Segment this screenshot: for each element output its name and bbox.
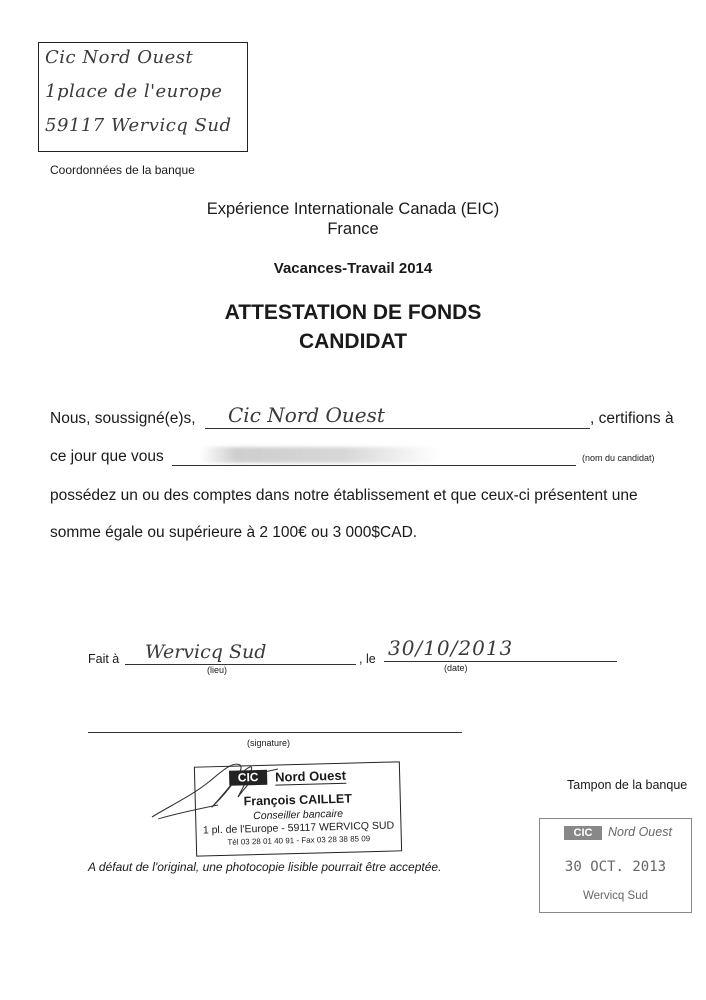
bank-stamp-city: Wervicq Sud xyxy=(583,890,648,902)
bank-stamp-label: Tampon de la banque xyxy=(567,778,688,792)
adviser-phone: Tél 03 28 01 40 91 - Fax 03 28 38 85 09 xyxy=(227,834,371,847)
date-label: , le xyxy=(359,652,376,666)
adviser-address: 1 pl. de l'Europe - 59117 WERVICQ SUD xyxy=(202,819,395,837)
bank-stamp xyxy=(539,818,692,913)
date-blank xyxy=(384,661,617,662)
candidate-name-blank xyxy=(172,465,576,466)
signature-blank xyxy=(88,732,462,733)
adviser-name: François CAILLET xyxy=(243,791,353,809)
bank-coordinates-caption: Coordonnées de la banque xyxy=(50,163,195,177)
bank-address-handwritten: 1place de l'europe xyxy=(45,81,223,102)
place-label: Fait à xyxy=(88,652,120,666)
body-line2-prefix: ce jour que vous xyxy=(50,448,164,465)
organization-name: Expérience Internationale Canada (EIC) xyxy=(206,200,500,218)
bank-stamp-brand: Nord Ouest xyxy=(608,825,672,839)
adviser-role: Conseiller bancaire xyxy=(253,807,344,823)
bank-coordinates-box xyxy=(38,42,248,152)
cic-logo-faded: CIC xyxy=(564,826,602,840)
body-line4: somme égale ou supérieure à 2 100€ ou 3 000$CAD. xyxy=(50,524,418,541)
cic-logo: CIC xyxy=(229,770,267,786)
photocopy-footnote: A défaut de l'original, une photocopie lisible pourrait être acceptée. xyxy=(88,860,442,874)
body-line1-prefix: Nous, soussigné(e)s, xyxy=(50,410,196,427)
place-blank xyxy=(125,664,356,665)
bank-city-handwritten: 59117 Wervicq Sud xyxy=(45,115,232,136)
document-subtitle: CANDIDAT xyxy=(298,330,408,353)
place-hint: (lieu) xyxy=(207,665,228,675)
body-line3: possédez un ou des comptes dans notre établissement et que ceux-ci présentent une xyxy=(50,487,638,504)
bank-name-handwritten: Cic Nord Ouest xyxy=(45,47,194,68)
program-name: Vacances-Travail 2014 xyxy=(273,260,433,277)
candidate-name-hint: (nom du candidat) xyxy=(582,453,655,463)
stamp-brand: Nord Ouest xyxy=(274,767,347,785)
redacted-candidate-name xyxy=(200,447,440,463)
document-title: ATTESTATION DE FONDS xyxy=(224,301,482,324)
country-name: France xyxy=(327,220,379,238)
body-line1-suffix: , certifions à xyxy=(590,410,674,427)
bank-name-filled: Cic Nord Ouest xyxy=(228,403,385,427)
bank-stamp-date: 30 OCT. 2013 xyxy=(564,859,667,875)
bank-name-blank xyxy=(205,428,590,429)
signature-hint: (signature) xyxy=(247,738,291,748)
place-value: Wervicq Sud xyxy=(145,641,267,663)
date-value: 30/10/2013 xyxy=(388,636,514,660)
date-hint: (date) xyxy=(444,663,468,673)
adviser-stamp xyxy=(194,761,402,856)
